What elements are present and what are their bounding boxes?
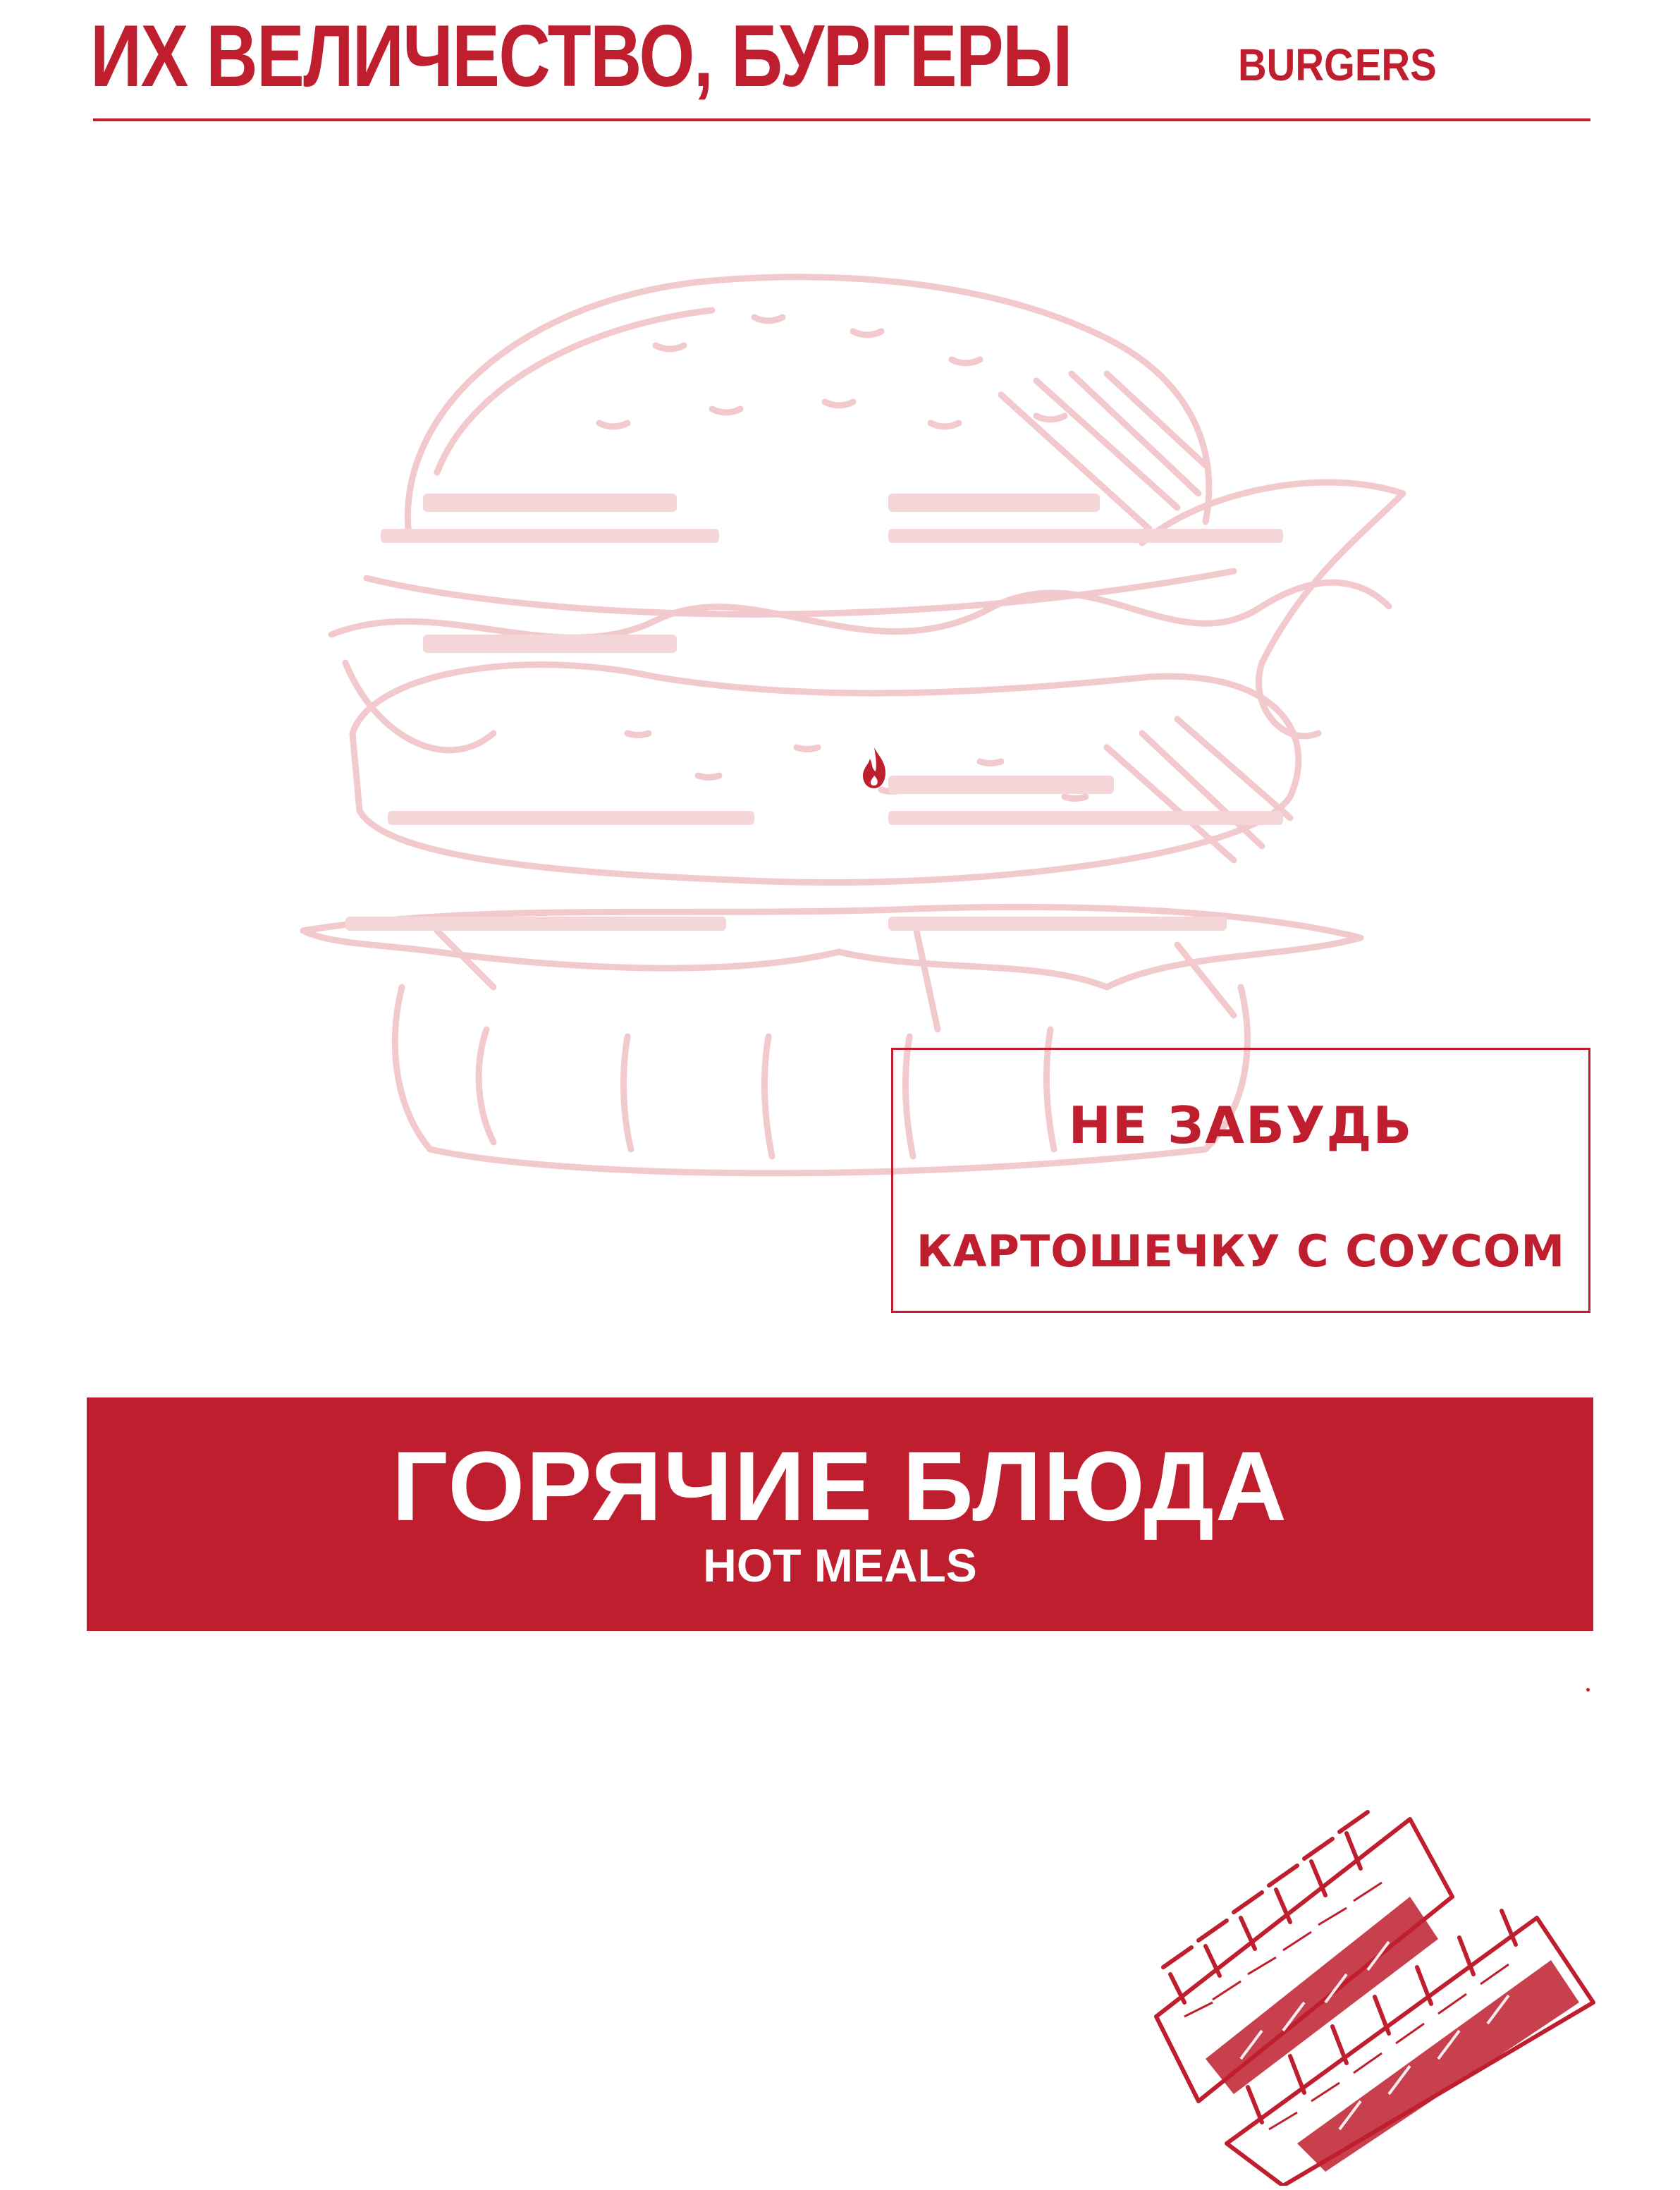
ribs-illustration-icon [1142, 1791, 1607, 2186]
decorative-dot [1586, 1688, 1590, 1692]
page-title: ИХ ВЕЛИЧЕСТВО, БУРГЕРЫ [90, 8, 1072, 105]
section-subtitle: HOT MEALS [703, 1539, 977, 1591]
flame-icon [860, 746, 888, 790]
header-divider [93, 118, 1590, 121]
page-header [90, 7, 1599, 105]
section-title: ГОРЯЧИЕ БЛЮДА [391, 1431, 1289, 1541]
reminder-title: НЕ ЗАБУДЬ [1068, 1096, 1414, 1155]
section-banner [87, 1397, 1593, 1631]
reminder-text: КАРТОШЕЧКУ С СОУСОМ [916, 1225, 1566, 1277]
page-subtitle: BURGERS [1238, 39, 1437, 90]
reminder-box [891, 1048, 1590, 1313]
